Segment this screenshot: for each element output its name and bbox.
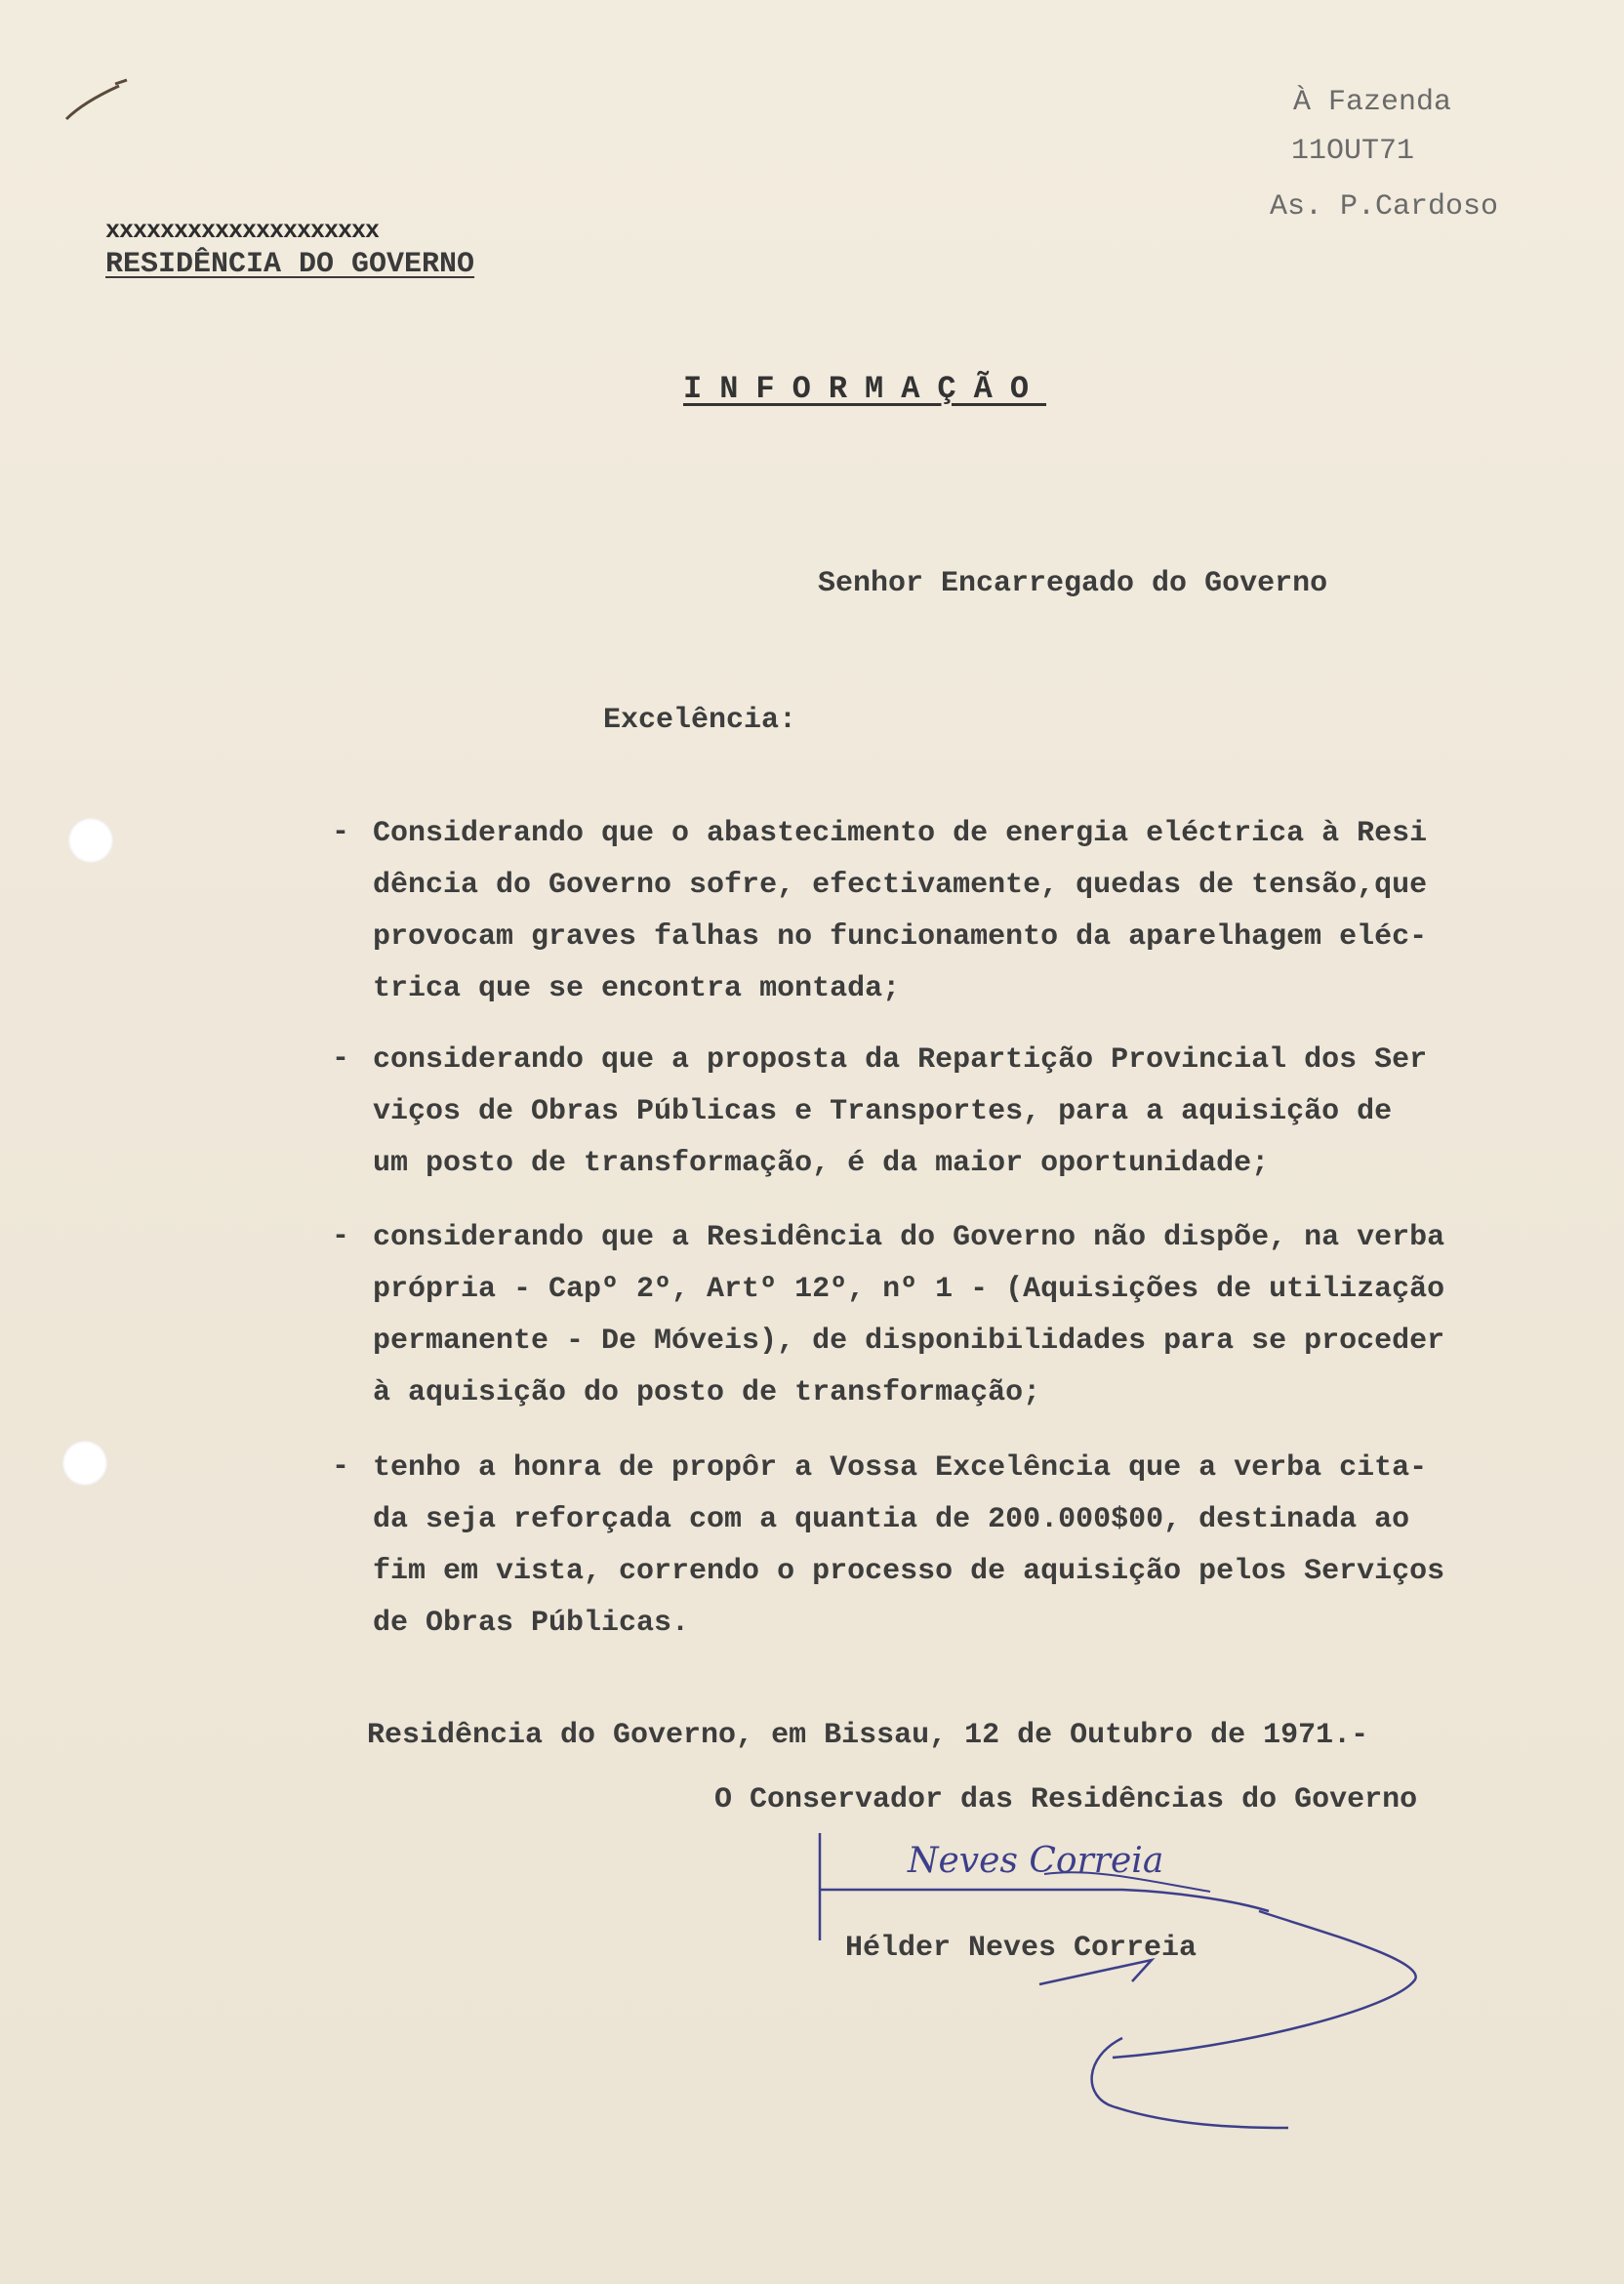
paragraph-line: trica que se encontra montada; [373, 972, 901, 1005]
paragraph-dash: - [332, 1042, 350, 1076]
paragraph-dash: - [332, 1450, 350, 1484]
paragraph-line: permanente - De Móveis), de disponibilidades para se proceder [373, 1325, 1445, 1358]
addressee: Senhor Encarregado do Governo [818, 567, 1328, 600]
header-struck-line: xxxxxxxxxxxxxxxxxxxx [105, 217, 380, 245]
annotation-signature-note: As. P.Cardoso [1269, 190, 1499, 224]
salutation: Excelência: [603, 704, 797, 737]
signer-role: O Conservador das Residências do Governo [714, 1783, 1418, 1816]
paragraph-line: fim em vista, correndo o processo de aquisição pelos Serviços [373, 1555, 1445, 1588]
paragraph-dash: - [332, 816, 350, 849]
annotation-destination: À Fazenda [1292, 86, 1452, 119]
paragraph-line: provocam graves falhas no funcionamento da aparelhagem eléc- [373, 920, 1428, 954]
pen-mark-icon [59, 68, 137, 127]
header-office: RESIDÊNCIA DO GOVERNO [105, 248, 475, 281]
document-title: INFORMAÇÃO [683, 371, 1047, 407]
punch-hole [68, 818, 113, 863]
paragraph-line: de Obras Públicas. [373, 1607, 690, 1640]
place-date: Residência do Governo, em Bissau, 12 de Outubro de 1971.- [367, 1719, 1369, 1752]
signer-name: Hélder Neves Correia [845, 1932, 1198, 1965]
paragraph-line: dência do Governo sofre, efectivamente, quedas de tensão,que [373, 869, 1428, 902]
punch-hole [62, 1441, 107, 1486]
paragraph-line: considerando que a Residência do Governo não dispõe, na verba [373, 1221, 1445, 1254]
paragraph-line: viços de Obras Públicas e Transportes, para a aquisição de [373, 1095, 1393, 1128]
handwritten-signature [800, 1814, 1444, 2155]
svg-text:Neves Correia: Neves Correia [908, 1841, 1164, 1881]
paragraph-line: Considerando que o abastecimento de energia eléctrica à Resi [373, 817, 1428, 850]
paragraph-line: tenho a honra de propôr a Vossa Excelência que a verba cita- [373, 1451, 1428, 1485]
paragraph-line: da seja reforçada com a quantia de 200.000$00, destinada ao [373, 1503, 1410, 1536]
paragraph-line: à aquisição do posto de transformação; [373, 1376, 1041, 1409]
paragraph-line: própria - Capº 2º, Artº 12º, nº 1 - (Aquisições de utilização [373, 1273, 1445, 1306]
paragraph-line: um posto de transformação, é da maior oportunidade; [373, 1147, 1270, 1180]
paragraph-line: considerando que a proposta da Repartição Provincial dos Ser [373, 1043, 1428, 1077]
annotation-date-stamp: 11OUT71 [1290, 135, 1415, 168]
paragraph-dash: - [332, 1220, 350, 1253]
